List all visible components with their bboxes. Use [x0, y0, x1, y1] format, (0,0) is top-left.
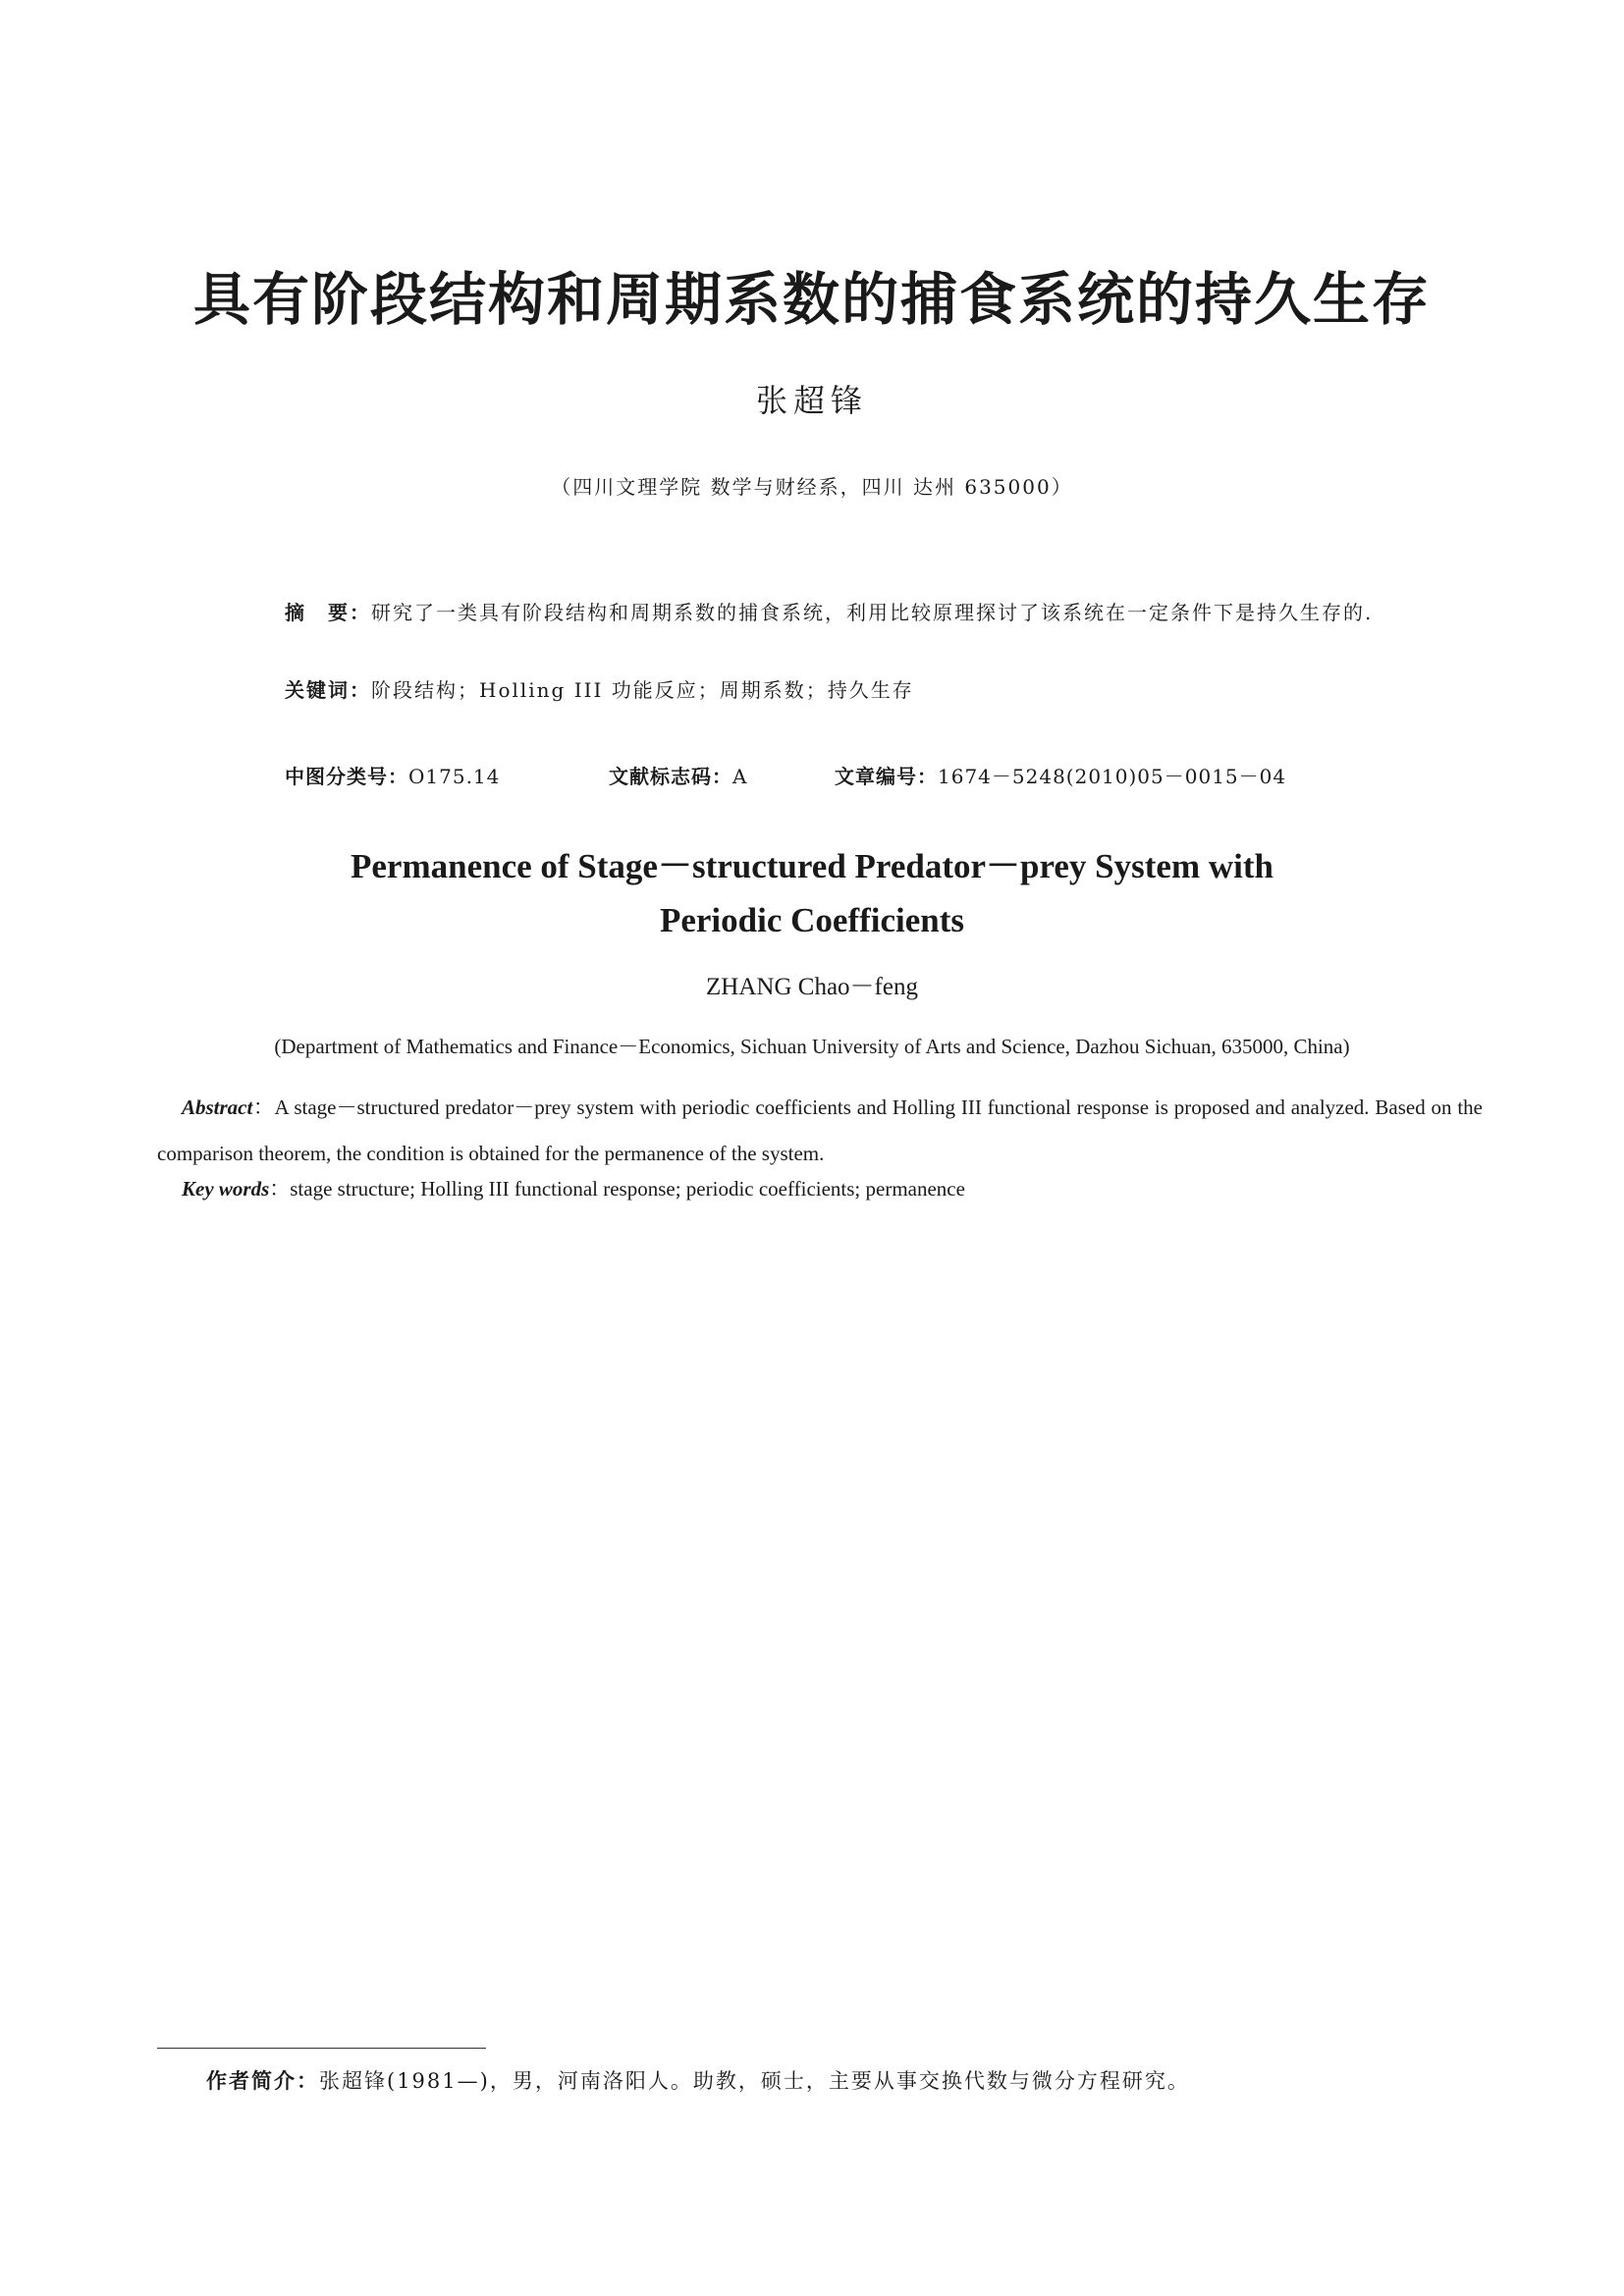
english-author: ZHANG Chao－feng	[706, 974, 918, 1000]
english-keywords-label: Key words	[182, 1177, 270, 1201]
english-keywords-colon: ：	[269, 1177, 291, 1201]
footnote-label: 作者简介：	[206, 2069, 319, 2093]
english-affiliation: (Department of Mathematics and Finance－Economics, Sichuan University of Arts and Science, Dazhou Sichuan, 635000, China)	[274, 1035, 1350, 1058]
chinese-affiliation: （四川文理学院 数学与财经系，四川 达州 635000）	[551, 475, 1073, 499]
chinese-author: 张超锋	[755, 382, 868, 419]
english-keywords-text: stage structure; Holling III functional response; periodic coefficients; permanence	[290, 1177, 965, 1201]
document-code	[609, 761, 835, 789]
article-number-label: 文章编号：	[835, 765, 938, 788]
english-title-line-1: Permanence of Stage－structured Predator－prey System with	[351, 847, 1273, 885]
english-abstract-colon: ：	[252, 1095, 275, 1119]
chinese-keywords-label: 关键词：	[285, 678, 371, 702]
english-title-line-2: Periodic Coefficients	[659, 901, 965, 939]
clc-number	[285, 761, 609, 789]
chinese-abstract-text: 研究了一类具有阶段结构和周期系数的捕食系统，利用比较原理探讨了该系统在一定条件下是持久生存的.	[371, 601, 1374, 624]
document-code-value: A	[732, 765, 748, 788]
english-title	[0, 839, 1624, 947]
classification-row	[285, 761, 1414, 789]
footnote-divider	[157, 2048, 486, 2049]
english-keywords	[182, 1173, 1458, 1202]
chinese-keywords	[285, 674, 1365, 703]
author-footnote	[206, 2065, 1483, 2095]
chinese-abstract-label: 摘 要：	[285, 601, 371, 624]
footnote-text: 张超锋(1981—)，男，河南洛阳人。助教，硕士，主要从事交换代数与微分方程研究。	[319, 2069, 1190, 2093]
english-abstract-text: A stage－structured predator－prey system with periodic coefficients and Holling III functional response is proposed and analyzed. Based on the comparison theorem, the condition is obtained for the permanence of the system.	[157, 1095, 1484, 1165]
clc-value: O175.14	[408, 765, 501, 788]
chinese-title: 具有阶段结构和周期系数的捕食系统的持久生存	[192, 266, 1431, 333]
chinese-keywords-text: 阶段结构；Holling III 功能反应；周期系数；持久生存	[371, 678, 914, 702]
english-abstract-label: Abstract	[182, 1095, 253, 1119]
clc-label: 中图分类号：	[285, 765, 408, 788]
english-abstract	[157, 1085, 1483, 1177]
chinese-abstract	[236, 594, 1414, 631]
article-number-value: 1674－5248(2010)05－0015－04	[938, 765, 1287, 788]
document-code-label: 文献标志码：	[609, 765, 732, 788]
article-number	[835, 761, 1286, 789]
